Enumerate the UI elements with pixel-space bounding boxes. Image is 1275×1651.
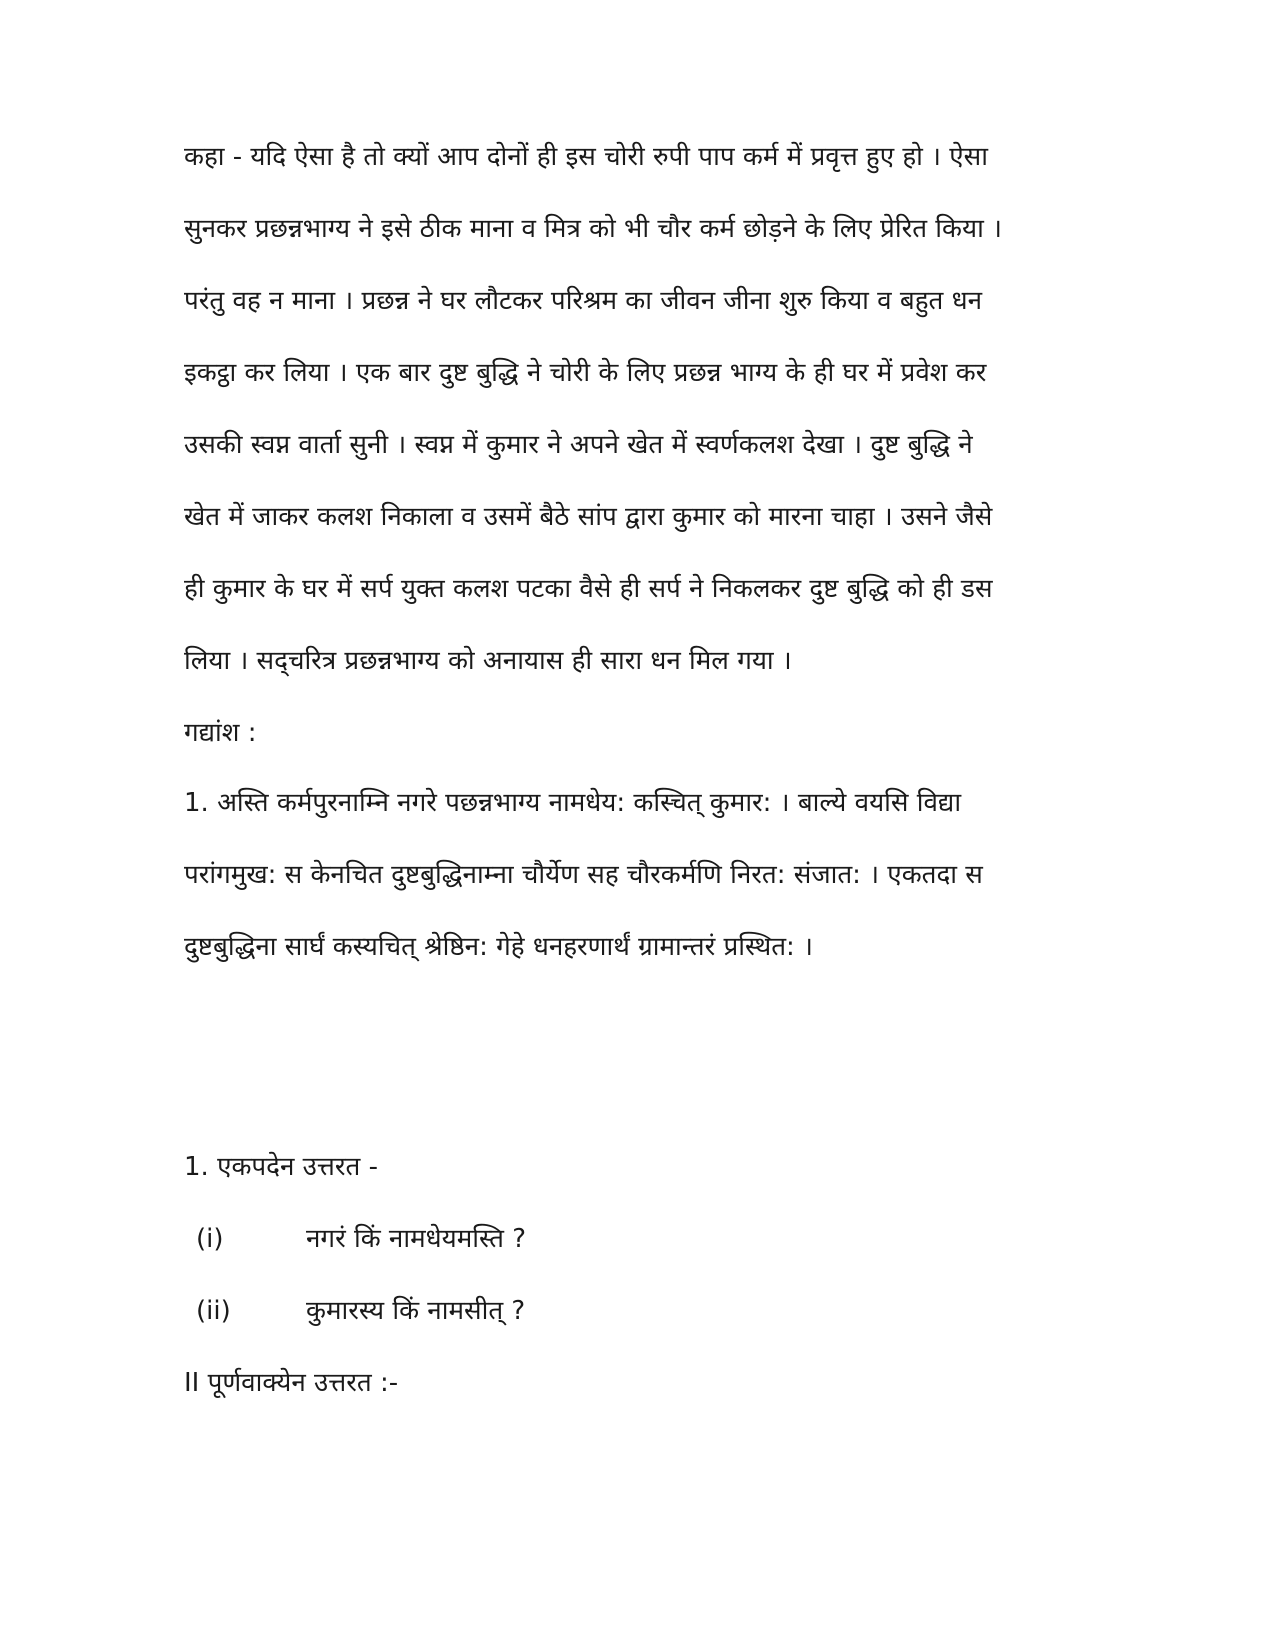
question-number: (ii) xyxy=(196,1296,231,1326)
passage-line-2: परांगमुख: स केनचित दुष्टबुद्धिनाम्ना चौर्येण सह चौरकर्मणि निरत: संजात: । एकतदा स xyxy=(184,860,983,890)
question-number: (i) xyxy=(196,1224,224,1254)
story-line-3: परंतु वह न माना । प्रछन्न ने घर लौटकर परिश्रम का जीवन जीना शुरु किया व बहुत धन xyxy=(184,286,983,316)
passage-line-3: दुष्टबुद्धिना सार्घं कस्यचित् श्रेष्ठिन: गेहे धनहरणार्थं ग्रामान्तरं प्रस्थित: । xyxy=(184,932,813,962)
story-line-2: सुनकर प्रछन्नभाग्य ने इसे ठीक माना व मित्र को भी चौर कर्म छोड़ने के लिए प्रेरित किया । xyxy=(184,214,1002,244)
story-line-1: कहा - यदि ऐसा है तो क्यों आप दोनों ही इस चोरी रुपी पाप कर्म में प्रवृत्त हुए हो । ऐसा xyxy=(184,142,988,172)
question-text: नगरं किं नामधेयमस्ति ? xyxy=(306,1224,526,1254)
story-line-5: उसकी स्वप्न वार्ता सुनी । स्वप्न में कुमार ने अपने खेत में स्वर्णकलश देखा । दुष्ट बुद्धि ने xyxy=(184,430,973,460)
story-line-4: इकट्ठा कर लिया । एक बार दुष्ट बुद्धि ने चोरी के लिए प्रछन्न भाग्य के ही घर में प्रवेश कर xyxy=(184,358,987,388)
question-item xyxy=(196,1222,526,1256)
story-line-8: लिया । सद्‌चरित्र प्रछन्नभाग्य को अनायास ही सारा धन मिल गया । xyxy=(184,646,792,676)
gadyansh-heading: गद्यांश : xyxy=(184,718,257,748)
question2-heading: II पूर्णवाक्येन उत्तरत :- xyxy=(184,1368,399,1398)
question1-heading: 1. एकपदेन उत्तरत - xyxy=(184,1152,379,1182)
story-line-7: ही कुमार के घर में सर्प युक्त कलश पटका वैसे ही सर्प ने निकलकर दुष्ट बुद्धि को ही डस xyxy=(184,574,993,604)
story-line-6: खेत में जाकर कलश निकाला व उसमें बैठे सांप द्वारा कुमार को मारना चाहा । उसने जैसे xyxy=(184,502,993,532)
question-item xyxy=(196,1294,525,1328)
question-text: कुमारस्य किं नामसीत् ? xyxy=(306,1296,526,1326)
passage-line-1: 1. अस्ति कर्मपुरनाम्नि नगरे पछन्नभाग्य नामधेय: कस्चित् कुमार: । बाल्ये वयसि विद्या xyxy=(184,788,962,818)
